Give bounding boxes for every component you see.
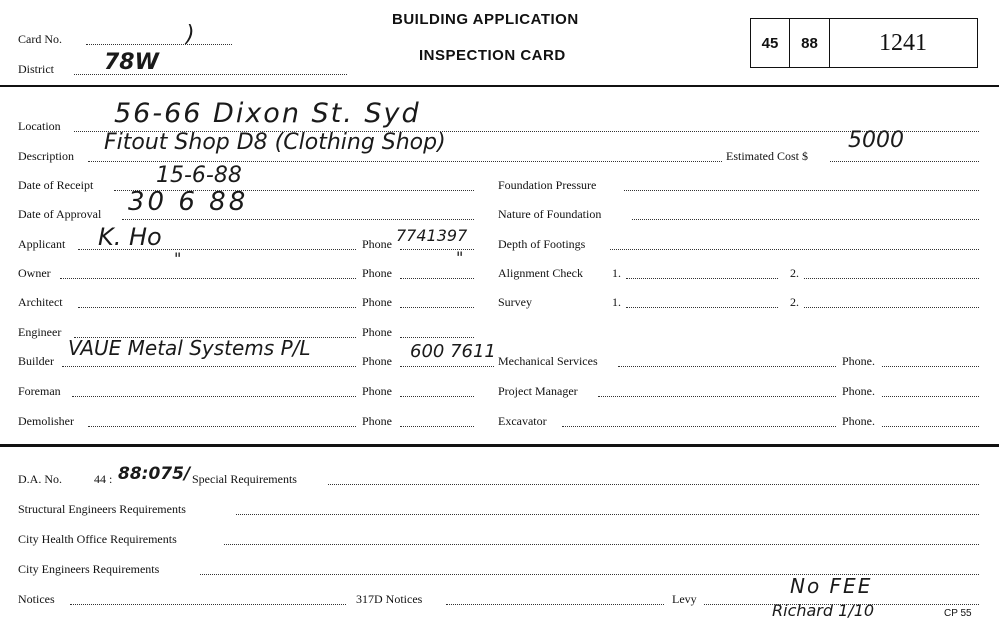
- demolisher-label: Demolisher: [18, 414, 74, 428]
- health-line: [224, 544, 979, 545]
- alignment-check-line1: [626, 278, 778, 279]
- builder-phone-label: Phone: [362, 354, 392, 368]
- demolisher-phone-line: [400, 426, 474, 427]
- special-requirements-label: Special Requirements: [192, 472, 297, 486]
- project-manager-phone-label: Phone.: [842, 384, 875, 398]
- mechanical-phone-label: Phone.: [842, 354, 875, 368]
- owner-phone-value: ": [456, 248, 464, 267]
- structural-line: [236, 514, 979, 515]
- architect-phone-line: [400, 307, 474, 308]
- builder-label: Builder: [18, 354, 54, 368]
- card-no-value: ): [186, 22, 195, 47]
- box-cell-2: 88: [790, 19, 830, 67]
- levy-label: Levy: [672, 592, 697, 606]
- project-manager-label: Project Manager: [498, 384, 578, 398]
- description-value: Fitout Shop D8 (Clothing Shop): [104, 130, 446, 155]
- project-manager-line: [598, 396, 836, 397]
- alignment-check-num1: 1.: [612, 266, 621, 280]
- levy-value: No FEE: [790, 574, 873, 598]
- date-approval-value: 30 6 88: [128, 187, 249, 217]
- da-no-label: D.A. No.: [18, 472, 62, 486]
- foreman-phone-label: Phone: [362, 384, 392, 398]
- notices-label: Notices: [18, 592, 55, 606]
- description-label: Description: [18, 149, 74, 163]
- mechanical-phone-line: [882, 366, 979, 367]
- estimated-cost-line: [830, 161, 979, 162]
- health-label: City Health Office Requirements: [18, 532, 177, 546]
- special-requirements-line: [328, 484, 979, 485]
- survey-line1: [626, 307, 778, 308]
- date-receipt-label: Date of Receipt: [18, 178, 94, 192]
- architect-label: Architect: [18, 295, 63, 309]
- form-title-line2: INSPECTION CARD: [419, 47, 566, 64]
- alignment-check-num2: 2.: [790, 266, 799, 280]
- form-title-line1: BUILDING APPLICATION: [392, 11, 579, 28]
- engineer-phone-label: Phone: [362, 325, 392, 339]
- engineers-label: City Engineers Requirements: [18, 562, 160, 576]
- owner-phone-line: [400, 278, 474, 279]
- signature: Richard 1/10: [772, 601, 875, 620]
- owner-label: Owner: [18, 266, 51, 280]
- excavator-phone-label: Phone.: [842, 414, 875, 428]
- owner-value: ": [174, 249, 182, 268]
- applicant-phone-value: 7741397: [396, 226, 468, 245]
- builder-phone-line: [400, 366, 494, 367]
- survey-line2: [804, 307, 979, 308]
- card-no-label: Card No.: [18, 32, 62, 46]
- depth-footings-line: [610, 249, 979, 250]
- owner-line: [60, 278, 356, 279]
- survey-label: Survey: [498, 295, 532, 309]
- applicant-label: Applicant: [18, 237, 66, 251]
- location-value: 56-66 Dixon St. Syd: [114, 98, 421, 129]
- builder-line: [62, 366, 356, 367]
- notices-317d-label: 317D Notices: [356, 592, 423, 606]
- notices-317d-line: [446, 604, 664, 605]
- foreman-label: Foreman: [18, 384, 61, 398]
- excavator-phone-line: [882, 426, 979, 427]
- owner-phone-label: Phone: [362, 266, 392, 280]
- applicant-value: K. Ho: [98, 223, 162, 251]
- alignment-check-label: Alignment Check: [498, 266, 583, 280]
- survey-num2: 2.: [790, 295, 799, 309]
- depth-footings-label: Depth of Footings: [498, 237, 586, 251]
- description-line: [88, 161, 722, 162]
- box-cell-3: 1241: [879, 29, 927, 56]
- da-value: 88:075/: [118, 464, 191, 484]
- excavator-line: [562, 426, 836, 427]
- estimated-cost-label: Estimated Cost $: [726, 149, 808, 163]
- date-approval-label: Date of Approval: [18, 207, 102, 221]
- architect-line: [78, 307, 356, 308]
- demolisher-phone-label: Phone: [362, 414, 392, 428]
- nature-foundation-line: [632, 219, 979, 220]
- applicant-phone-label: Phone: [362, 237, 392, 251]
- box-cell-1: 45: [751, 19, 790, 67]
- foundation-pressure-line: [624, 190, 979, 191]
- da-prefix: 44 :: [94, 472, 113, 486]
- foundation-pressure-label: Foundation Pressure: [498, 178, 597, 192]
- architect-phone-label: Phone: [362, 295, 392, 309]
- estimated-cost-value: 5000: [848, 128, 904, 153]
- demolisher-line: [88, 426, 356, 427]
- builder-value: VAUE Metal Systems P/L: [68, 336, 311, 360]
- district-value: 78W: [104, 50, 159, 75]
- builder-phone-value: 600 7611: [410, 341, 496, 362]
- middle-rule: [0, 444, 999, 447]
- structural-label: Structural Engineers Requirements: [18, 502, 186, 516]
- card-number-box: [750, 18, 978, 68]
- mechanical-services-line: [618, 366, 836, 367]
- engineer-label: Engineer: [18, 325, 62, 339]
- card-no-line: [86, 44, 232, 45]
- foreman-line: [72, 396, 356, 397]
- excavator-label: Excavator: [498, 414, 547, 428]
- nature-foundation-label: Nature of Foundation: [498, 207, 602, 221]
- district-label: District: [18, 62, 54, 76]
- location-label: Location: [18, 119, 61, 133]
- survey-num1: 1.: [612, 295, 621, 309]
- mechanical-services-label: Mechanical Services: [498, 354, 598, 368]
- top-rule: [0, 85, 999, 87]
- form-code: CP 55: [944, 608, 972, 619]
- foreman-phone-line: [400, 396, 474, 397]
- project-manager-phone-line: [882, 396, 979, 397]
- alignment-check-line2: [804, 278, 979, 279]
- notices-line: [70, 604, 346, 605]
- date-receipt-value: 15-6-88: [156, 163, 242, 188]
- date-approval-line: [122, 219, 474, 220]
- engineer-phone-line: [400, 337, 474, 338]
